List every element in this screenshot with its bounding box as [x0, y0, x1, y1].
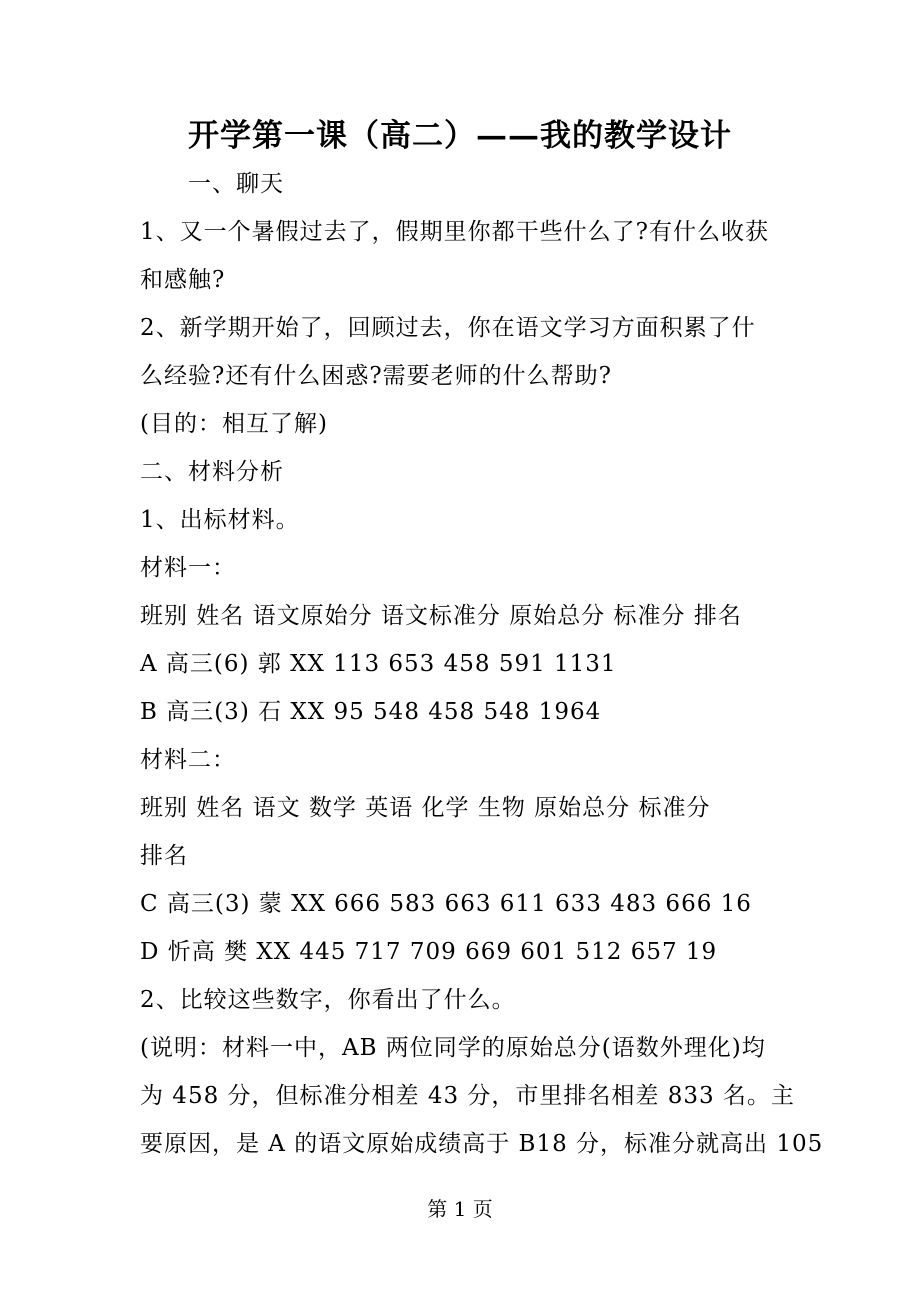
table-row-line: C 高三(3) 蒙 XX 666 583 663 611 633 483 666 16 — [140, 891, 752, 917]
table-header-line: 排名 — [140, 843, 188, 869]
document-title: 开学第一课（高二）——我的教学设计 — [188, 118, 732, 154]
paragraph-line: 2、新学期开始了，回顾过去，你在语文学习方面积累了什 — [140, 315, 756, 341]
paragraph-line: 1、出标材料。 — [140, 507, 300, 533]
section-heading-chat: 一、聊天 — [188, 171, 284, 197]
table-header-line: 班别 姓名 语文 数学 英语 化学 生物 原始总分 标准分 — [140, 795, 711, 821]
material-label: 材料二： — [140, 747, 236, 773]
page-number: 第 1 页 — [427, 1197, 493, 1221]
paragraph-line: (目的：相互了解) — [140, 411, 328, 437]
paragraph-line: 2、比较这些数字，你看出了什么。 — [140, 987, 516, 1013]
paragraph-line: 和感触? — [140, 267, 226, 293]
paragraph-line: 1、又一个暑假过去了，假期里你都干些什么了?有什么收获 — [140, 219, 769, 245]
paragraph-line: 要原因，是 A 的语文原始成绩高于 B18 分，标准分就高出 105 — [140, 1131, 824, 1157]
table-row-line: B 高三(3) 石 XX 95 548 458 548 1964 — [140, 699, 602, 725]
table-header-line: 班别 姓名 语文原始分 语文标准分 原始总分 标准分 排名 — [140, 603, 742, 629]
material-label: 材料一： — [140, 555, 236, 581]
table-row-line: A 高三(6) 郭 XX 113 653 458 591 1131 — [140, 651, 617, 677]
paragraph-line: (说明：材料一中，AB 两位同学的原始总分(语数外理化)均 — [140, 1035, 766, 1061]
table-row-line: D 忻高 樊 XX 445 717 709 669 601 512 657 19 — [140, 939, 718, 965]
paragraph-line: 么经验?还有什么困惑?需要老师的什么帮助? — [140, 363, 612, 389]
paragraph-line: 为 458 分，但标准分相差 43 分，市里排名相差 833 名。主 — [140, 1083, 795, 1109]
section-heading-analysis: 二、材料分析 — [140, 459, 284, 485]
